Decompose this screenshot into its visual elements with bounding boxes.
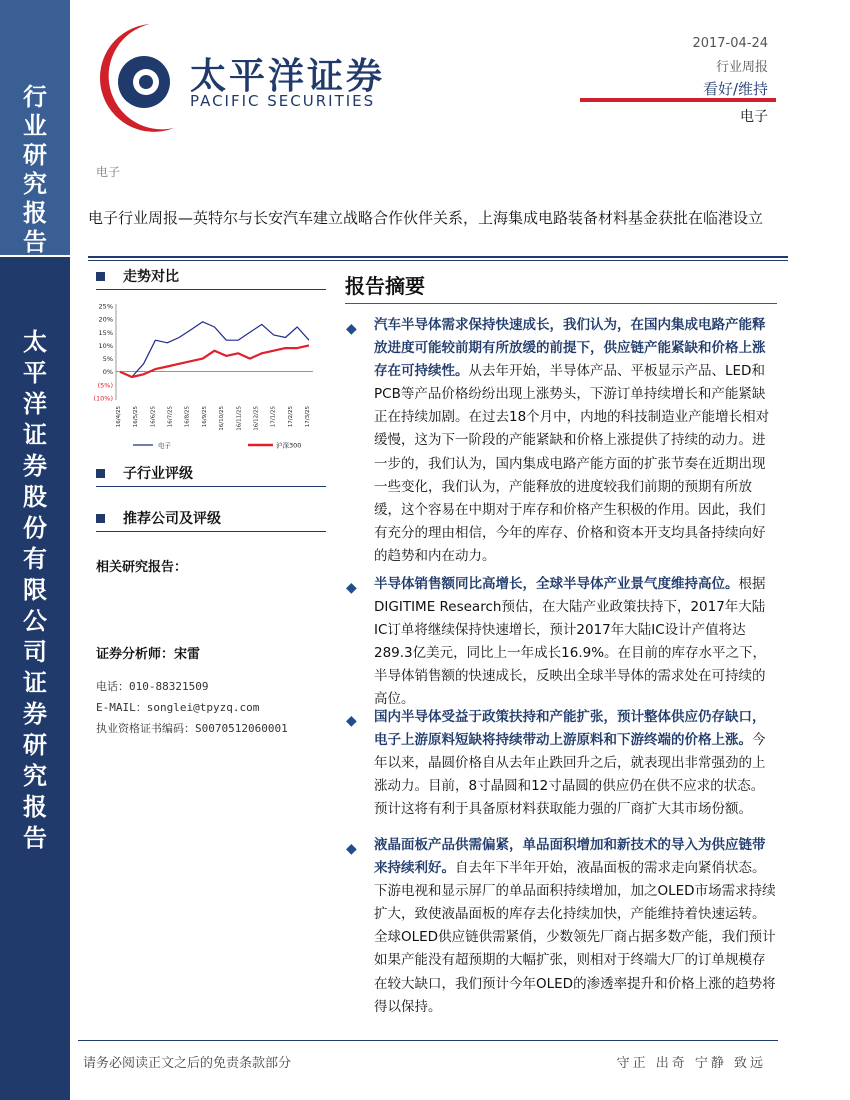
square-marker-icon	[96, 514, 105, 523]
analyst-name: 证券分析师：宋雷	[96, 647, 201, 662]
sidebar-char: 股	[23, 482, 47, 511]
brand-name-en: PACIFIC SECURITIES	[190, 92, 376, 110]
paragraph-highlight: 国内半导体受益于政策扶持和产能扩张，预计整体供应仍存缺口，电子上游原料短缺将持续带动上游原料和下游终端的价格上涨。	[374, 709, 766, 749]
square-marker-icon	[96, 469, 105, 478]
sidebar-char: 研	[23, 140, 47, 169]
y-tick-label: (10%)	[93, 394, 113, 403]
x-tick-label: 16/6/25	[150, 406, 157, 428]
x-tick-label: 16/5/25	[133, 406, 140, 428]
footer-divider	[78, 1040, 778, 1041]
sidebar-char: 券	[23, 451, 47, 480]
report-title: 电子行业周报—英特尔与长安汽车建立战略合作伙伴关系，上海集成电路装备材料基金获批在临港设立	[88, 209, 764, 227]
sidebar-char: 份	[23, 513, 47, 542]
y-tick-label: 10%	[98, 341, 113, 350]
x-tick-label: 16/7/25	[167, 406, 174, 428]
x-tick-label: 17/1/25	[270, 406, 277, 428]
title-divider-thin	[88, 260, 788, 261]
y-tick-label: 5%	[102, 355, 113, 364]
sidebar-char: 证	[23, 668, 47, 697]
paragraph-text: 自去年下半年开始，液晶面板的需求走向紧俏状态。下游电视和显示屏厂的单品面积持续增加，加之OLED市场需求持续扩大，致使液晶面板的库存去化持续加快，产能维持着快速运转。全球OLED供应链供需紧俏，少数领先厂商占据多数产能，我们预计如果产能没有超预期的大幅扩张，则相对于终端大厂的订单规模存在较大缺口，我们预计今年OLED的渗透率提升和价格上涨的趋势将得以保持。	[374, 860, 776, 1015]
paragraph-text: 根据DIGITIME Research预估，在大陆产业政策扶持下，2017年大陆IC订单将继续保持快速增长，预计2017年大陆IC设计产值将达289.3亿美元，同比上一年成长16.9%。在目前的库存水平之下，半导体销售额的快速成长，反映出全球半导体的需求处在可持续的高位。	[374, 576, 767, 708]
related-reports-label: 相关研究报告：	[96, 560, 188, 575]
x-tick-label: 16/4/25	[116, 406, 122, 428]
y-tick-label: 20%	[98, 315, 113, 324]
section-subrating-label: 子行业评级	[123, 466, 193, 482]
sidebar-char: 平	[23, 358, 47, 387]
abstract-paragraph	[346, 834, 776, 1019]
x-tick-label: 16/11/25	[236, 406, 243, 431]
x-tick-label: 17/2/25	[287, 406, 294, 428]
sidebar-char: 研	[23, 730, 47, 759]
sidebar-char: 限	[23, 575, 47, 604]
abstract-title: 报告摘要	[345, 274, 425, 298]
sidebar-char: 有	[23, 544, 47, 573]
sidebar-char: 券	[23, 699, 47, 728]
y-tick-label: 25%	[98, 302, 113, 311]
rating: 看好/维持	[702, 80, 768, 98]
sidebar-char: 究	[23, 169, 47, 198]
x-tick-label: 16/8/25	[184, 406, 191, 428]
sidebar-char: 业	[23, 111, 47, 140]
diamond-bullet-icon: ◆	[346, 713, 357, 729]
square-marker-icon	[96, 272, 105, 281]
section-subrating-heading	[96, 463, 193, 483]
sidebar-char: 报	[23, 198, 47, 227]
header-sector: 电子	[740, 109, 768, 125]
trend-chart	[88, 298, 333, 458]
report-type: 行业周报	[715, 60, 768, 75]
section-recommend-label: 推荐公司及评级	[123, 511, 221, 527]
x-tick-label: 16/10/25	[219, 406, 226, 431]
section-trend-label: 走势对比	[123, 269, 179, 285]
x-tick-label: 16/12/25	[253, 406, 260, 431]
y-tick-label: 15%	[98, 328, 113, 337]
legend-label: 电子	[158, 441, 171, 450]
report-date: 2017-04-24	[692, 36, 768, 51]
sidebar-char: 洋	[23, 389, 47, 418]
sidebar-char: 公	[23, 606, 47, 635]
sidebar-report-category	[0, 82, 70, 256]
title-divider	[88, 256, 788, 258]
section-divider	[96, 486, 326, 487]
diamond-bullet-icon: ◆	[346, 580, 357, 596]
sidebar-char: 究	[23, 761, 47, 790]
sidebar-char: 报	[23, 792, 47, 821]
analyst-phone: 电话：010-88321509	[96, 680, 209, 693]
sidebar-char: 告	[23, 823, 47, 852]
footer-disclaimer: 请务必阅读正文之后的免责条款部分	[83, 1056, 292, 1071]
sidebar-char: 行	[23, 82, 47, 111]
x-tick-label: 16/9/25	[201, 406, 208, 428]
paragraph-text: 今年以来，晶圆价格自从去年止跌回升之后，就表现出非常强劲的上涨动力。目前，8寸晶圆和12寸晶圆的供应仍在供不应求的状态。预计这将有利于具备原材料获取能力强的厂商扩大其市场份额。	[374, 732, 766, 818]
sector-label: 电子	[96, 165, 121, 179]
diamond-bullet-icon: ◆	[346, 841, 357, 857]
abstract-divider	[345, 303, 777, 304]
abstract-paragraph	[346, 573, 776, 712]
sidebar-char: 证	[23, 420, 47, 449]
section-divider	[96, 531, 326, 532]
brand-name-cn: 太平洋证券	[190, 55, 386, 97]
analyst-license: 执业资格证书编码：S0070512060001	[96, 722, 288, 735]
sidebar-char: 太	[23, 327, 47, 356]
section-trend-heading	[96, 266, 179, 286]
paragraph-text: 从去年开始，半导体产品、平板显示产品、LED和PCB等产品价格纷纷出现上涨势头，下游订单持续增长和产能紧缺正在持续加剧。在过去18个月中，内地的科技制造业产能增长相对缓慢，这为下一阶段的产能紧缺和价格上涨提供了持续的动力。进一步的，我们认为，国内集成电路产能方面的扩张节奏在近期出现一些变化，我们认为，产能释放的进度较我们前期的预期有所放缓，这个容易在中期对于库存和价格产生积极的作用。因此，我们有充分的理由相信，今年的库存、价格和资本开支均具备持续向好的趋势和内在动力。	[374, 363, 770, 564]
footer-motto: 守正 出奇 宁静 致远	[616, 1056, 766, 1071]
paragraph-highlight: 半导体销售额同比高增长，全球半导体产业景气度维持高位。	[374, 576, 739, 592]
x-tick-label: 17/3/25	[305, 406, 311, 428]
header-accent-line	[580, 98, 776, 102]
abstract-paragraph	[346, 314, 776, 568]
sidebar-char: 告	[23, 227, 47, 256]
sidebar-char: 司	[23, 637, 47, 666]
analyst-email: E-MAIL：songlei@tpyzq.com	[96, 701, 260, 714]
paragraph-highlight: 液晶面板产品供需偏紧，单品面积增加和新技术的导入为供应链带来持续利好。	[374, 837, 766, 877]
section-recommend-heading	[96, 508, 221, 528]
y-tick-label: (5%)	[97, 381, 113, 390]
section-divider	[96, 289, 326, 290]
y-tick-label: 0%	[102, 368, 113, 377]
sidebar-company-name	[0, 326, 70, 853]
paragraph-highlight: 汽车半导体需求保持快速成长，我们认为，在国内集成电路产能释放进度可能较前期有所放缓的前提下，供应链产能紧缺和价格上涨存在可持续性。	[374, 317, 766, 380]
pacific-securities-logo	[88, 20, 188, 138]
series-line	[120, 345, 309, 377]
legend-label: 沪深300	[276, 441, 302, 450]
diamond-bullet-icon: ◆	[346, 321, 357, 337]
abstract-paragraph	[346, 706, 776, 821]
